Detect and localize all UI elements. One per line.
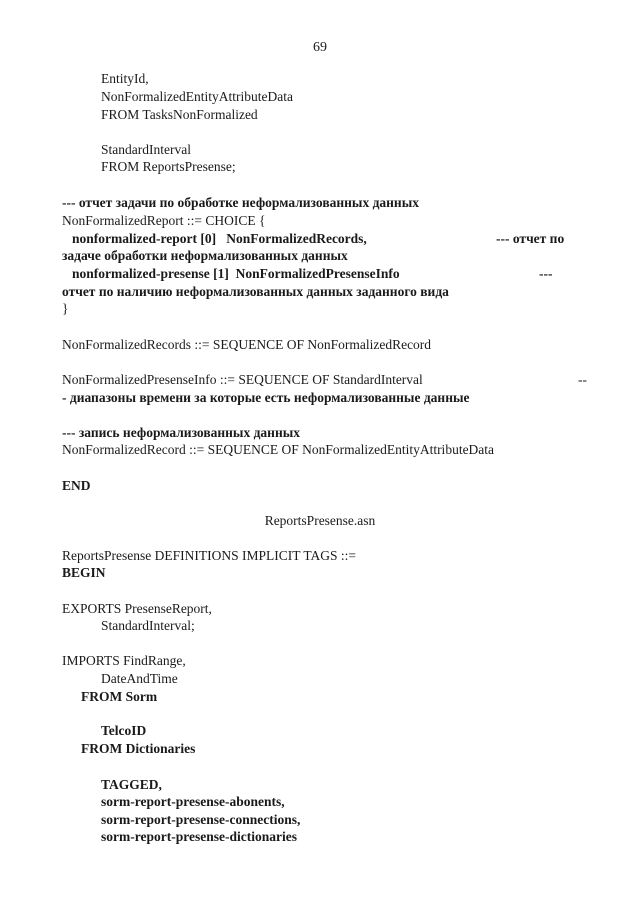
code-line: NonFormalizedRecords ::= SEQUENCE OF NonFormalizedRecord — [62, 337, 432, 352]
code-line: BEGIN — [62, 565, 106, 580]
code-line: NonFormalizedEntityAttributeData — [101, 89, 293, 104]
code-line: sorm-report-presense-abonents, — [101, 794, 285, 809]
section-title: ReportsPresense.asn — [264, 513, 376, 528]
code-line: IMPORTS FindRange, — [62, 653, 186, 668]
code-line: StandardInterval — [101, 142, 191, 157]
code-line: EXPORTS PresenseReport, — [62, 601, 212, 616]
code-line: EntityId, — [101, 71, 149, 86]
comment-line: --- запись неформализованных данных — [62, 425, 301, 440]
code-line: sorm-report-presense-connections, — [101, 812, 301, 827]
code-line: END — [62, 478, 91, 493]
code-line: FROM ReportsPresense; — [101, 159, 236, 174]
code-line: NonFormalizedReport ::= CHOICE { — [62, 213, 266, 228]
comment-fragment: --- отчет по — [496, 231, 565, 246]
page-number: 69 — [313, 40, 327, 55]
code-line: DateAndTime — [101, 671, 178, 686]
code-line: NonFormalizedRecord ::= SEQUENCE OF NonFormalizedEntityAttributeData — [62, 442, 495, 457]
code-line: TAGGED, — [101, 777, 162, 792]
comment-line: задаче обработки неформализованных данных — [62, 248, 348, 263]
code-line: FROM TasksNonFormalized — [101, 107, 258, 122]
code-line: nonformalized-report [0] NonFormalizedRecords, — [72, 231, 367, 246]
code-line: sorm-report-presense-dictionaries — [101, 829, 297, 844]
code-line: StandardInterval; — [101, 618, 195, 633]
comment-line: отчет по наличию неформализованных данных заданного вида — [62, 284, 449, 299]
code-line: FROM Sorm — [81, 689, 158, 704]
comment-line: - диапазоны времени за которые есть неформализованные данные — [62, 390, 470, 405]
code-line: nonformalized-presense [1] NonFormalizedPresenseInfo — [72, 266, 400, 281]
code-line: } — [62, 301, 69, 316]
comment-fragment: --- — [539, 266, 553, 281]
code-line: TelcoID — [101, 723, 147, 738]
code-line: NonFormalizedPresenseInfo ::= SEQUENCE OF StandardInterval — [62, 372, 423, 387]
comment-line: --- отчет задачи по обработке неформализованных данных — [62, 195, 420, 210]
comment-fragment: -- — [578, 372, 587, 387]
code-line: ReportsPresense DEFINITIONS IMPLICIT TAGS ::= — [62, 548, 357, 563]
code-line: FROM Dictionaries — [81, 741, 196, 756]
